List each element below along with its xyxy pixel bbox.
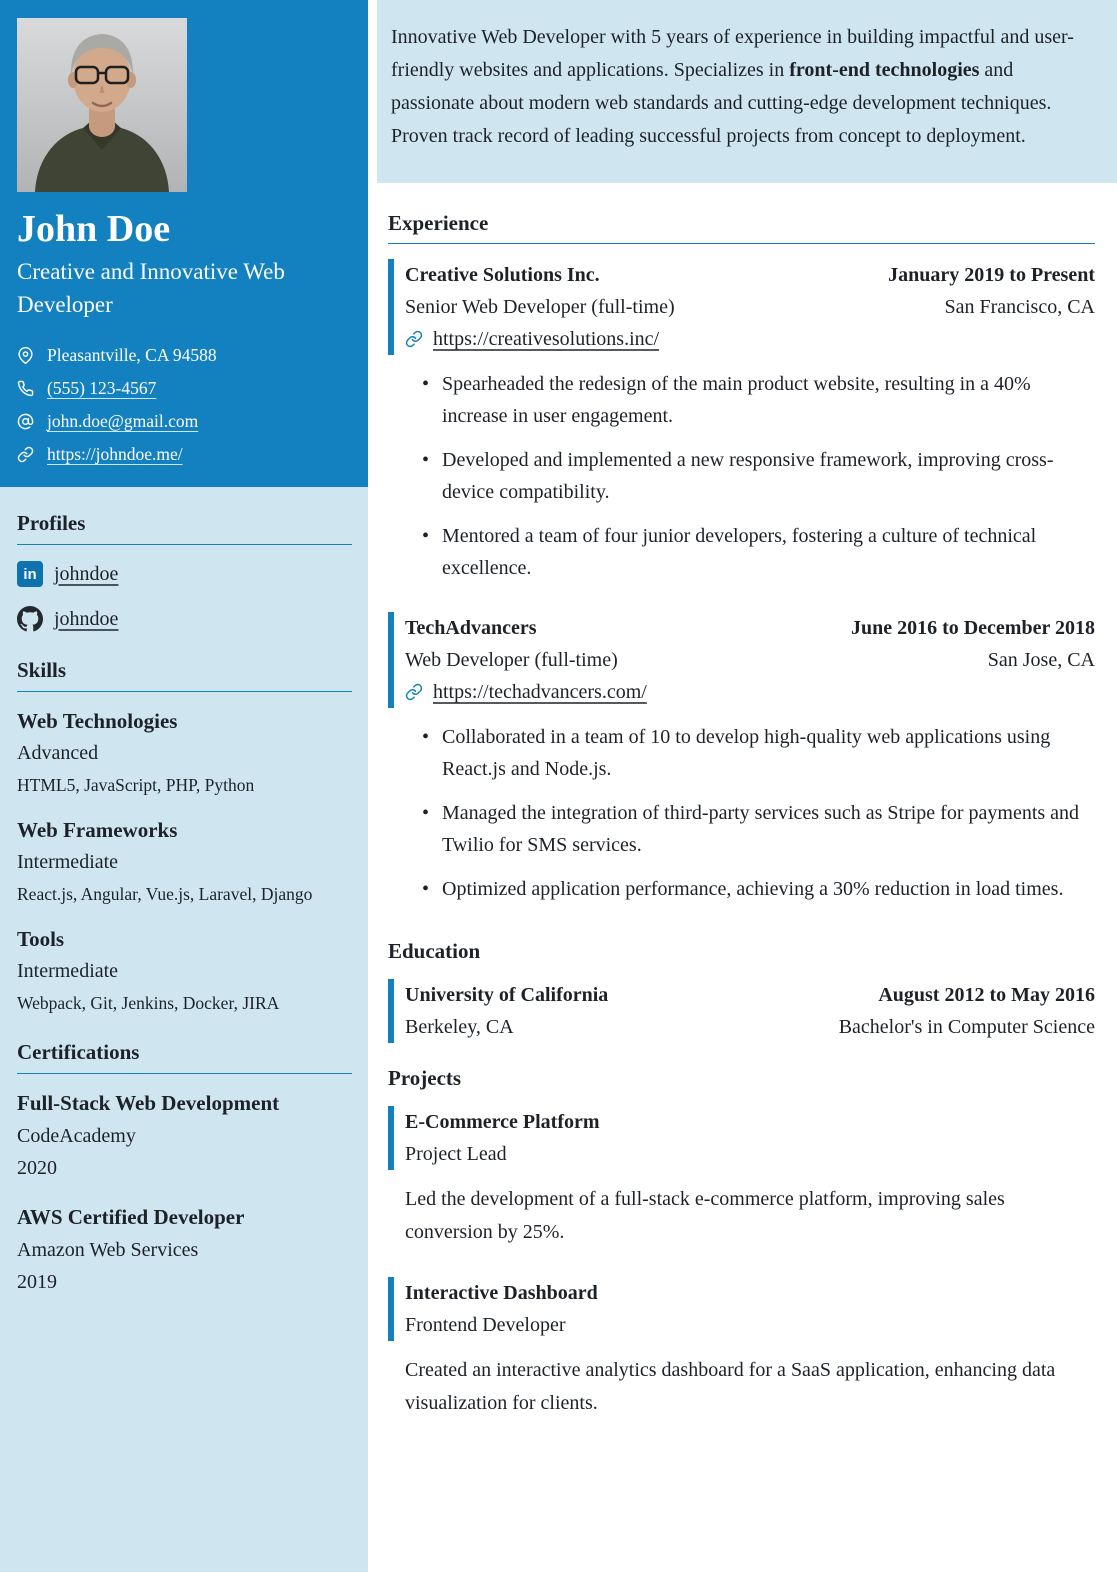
github-icon: [17, 606, 43, 632]
certifications-section: [17, 1040, 352, 1294]
skill-group: [17, 926, 352, 1014]
degree: Bachelor's in Computer Science: [838, 1016, 1095, 1038]
project-role: Project Lead: [405, 1143, 507, 1165]
location-text: Pleasantville, CA 94588: [47, 345, 217, 365]
education-heading: Education: [388, 939, 481, 963]
date-range: August 2012 to May 2016: [878, 984, 1095, 1006]
experience-heading: Experience: [388, 210, 1095, 244]
certification-year: 2020: [17, 1157, 57, 1179]
skill-level: Intermediate: [17, 851, 119, 873]
summary-bold-text: front-end technologies: [789, 59, 980, 81]
highlight-item: • Collaborated in a team of 10 to develop high-quality web applications using React.js and Node.js.: [422, 721, 1095, 785]
email-link[interactable]: john.doe@gmail.com: [47, 411, 199, 431]
certifications-heading: Certifications: [17, 1040, 352, 1074]
project-role: Frontend Developer: [405, 1314, 566, 1336]
date-range: June 2016 to December 2018: [850, 617, 1095, 639]
project-entry: [388, 1106, 1095, 1249]
sidebar-header: [0, 0, 368, 487]
linkedin-username-link[interactable]: johndoe: [54, 562, 119, 585]
highlight-item: • Optimized application performance, achieving a 30% reduction in load times.: [422, 873, 1095, 905]
skill-group: [17, 817, 352, 905]
company-name: TechAdvancers: [405, 617, 537, 639]
highlight-item: • Mentored a team of four junior developers, fostering a culture of technical excellence.: [422, 520, 1095, 584]
certification-year: 2019: [17, 1271, 57, 1293]
contact-website: [17, 443, 352, 465]
skill-level: Advanced: [17, 742, 99, 764]
summary: [377, 0, 1117, 183]
position-title: Web Developer (full-time): [405, 649, 618, 671]
profile-linkedin: [17, 561, 352, 587]
skill-keywords: HTML5, JavaScript, PHP, Python: [17, 775, 255, 795]
contact-list: [17, 344, 352, 465]
skill-group: [17, 708, 352, 796]
map-pin-icon: [17, 347, 34, 364]
profiles-heading: Profiles: [17, 511, 352, 545]
job-location: San Jose, CA: [987, 649, 1095, 671]
date-range: January 2019 to Present: [888, 264, 1095, 286]
certification-item: [17, 1204, 352, 1294]
education-section: [388, 938, 1095, 1043]
person-headline: Creative and Innovative Web Developer: [17, 259, 285, 317]
skill-keywords: Webpack, Git, Jenkins, Docker, JIRA: [17, 993, 280, 1013]
link-icon: [405, 683, 423, 701]
website-link[interactable]: https://johndoe.me/: [47, 444, 183, 464]
main-column: [377, 0, 1117, 1420]
highlight-item: • Spearheaded the redesign of the main product website, resulting in a 40% increase in user engagement.: [422, 368, 1095, 432]
job-location: San Francisco, CA: [944, 296, 1095, 318]
link-icon: [17, 446, 34, 463]
highlight-item: • Developed and implemented a new responsive framework, improving cross-device compatibility.: [422, 444, 1095, 508]
project-description: Led the development of a full-stack e-commerce platform, improving sales conversion by 25%.: [405, 1188, 1005, 1243]
project-description: Created an interactive analytics dashboard for a SaaS application, enhancing data visualization for clients.: [405, 1359, 1056, 1414]
school-name: University of California: [405, 984, 609, 1006]
project-entry-head: [388, 1106, 1095, 1170]
position-title: Senior Web Developer (full-time): [405, 296, 675, 318]
project-name: E-Commerce Platform: [405, 1111, 600, 1133]
at-sign-icon: [17, 413, 34, 430]
skill-name: Tools: [17, 927, 65, 951]
project-name: Interactive Dashboard: [405, 1282, 598, 1304]
projects-section: [388, 1065, 1095, 1420]
phone-icon: [17, 380, 34, 397]
linkedin-icon: in: [17, 561, 43, 587]
experience-entry: [388, 612, 1095, 905]
link-icon: [405, 330, 423, 348]
certification-issuer: Amazon Web Services: [17, 1239, 199, 1261]
skill-keywords: React.js, Angular, Vue.js, Laravel, Django: [17, 884, 313, 904]
avatar: [17, 18, 187, 192]
main-sections: [377, 210, 1117, 1420]
github-username-link[interactable]: johndoe: [54, 607, 119, 630]
highlight-list: [388, 721, 1095, 905]
skills-heading: Skills: [17, 658, 352, 692]
experience-entry: [388, 259, 1095, 584]
certification-item: [17, 1090, 352, 1180]
phone-link[interactable]: (555) 123-4567: [47, 378, 157, 398]
project-entry: [388, 1277, 1095, 1420]
certification-issuer: CodeAcademy: [17, 1125, 136, 1147]
company-url-link[interactable]: https://techadvancers.com/: [433, 681, 647, 703]
contact-location: [17, 344, 352, 366]
highlight-item: • Managed the integration of third-party services such as Stripe for payments and Twilio for SMS services.: [422, 797, 1095, 861]
skill-name: Web Frameworks: [17, 818, 178, 842]
education-entry-head: [388, 979, 1095, 1043]
profile-github: [17, 606, 352, 632]
highlight-list: [388, 368, 1095, 584]
certification-title: Full-Stack Web Development: [17, 1091, 280, 1115]
skill-name: Web Technologies: [17, 709, 178, 733]
skills-section: [17, 658, 352, 1014]
projects-heading: Projects: [388, 1066, 462, 1090]
sidebar: [0, 0, 368, 1572]
experience-entry-head: [388, 259, 1095, 355]
company-url-link[interactable]: https://creativesolutions.inc/: [433, 328, 660, 350]
skill-level: Intermediate: [17, 960, 119, 982]
education-entry: [388, 979, 1095, 1043]
experience-entry-head: [388, 612, 1095, 708]
project-entry-head: [388, 1277, 1095, 1341]
school-location: Berkeley, CA: [405, 1016, 514, 1038]
contact-email: [17, 410, 352, 432]
portrait-photo: [17, 18, 187, 192]
sidebar-body: [0, 487, 368, 1572]
person-name: John Doe: [17, 208, 171, 250]
contact-phone: [17, 377, 352, 399]
experience-section: [388, 210, 1095, 905]
summary-text: and passionate about modern web standards and cutting-edge development techniques. Proven track record of leading successful projects from concept to deployment.: [391, 59, 1052, 147]
summary-text: Innovative Web Developer with 5 years of experience in building impactful and user-friendly websites and applications. Specializes in: [391, 26, 1074, 81]
certification-title: AWS Certified Developer: [17, 1205, 245, 1229]
company-name: Creative Solutions Inc.: [405, 264, 600, 286]
profiles-section: [17, 511, 352, 632]
